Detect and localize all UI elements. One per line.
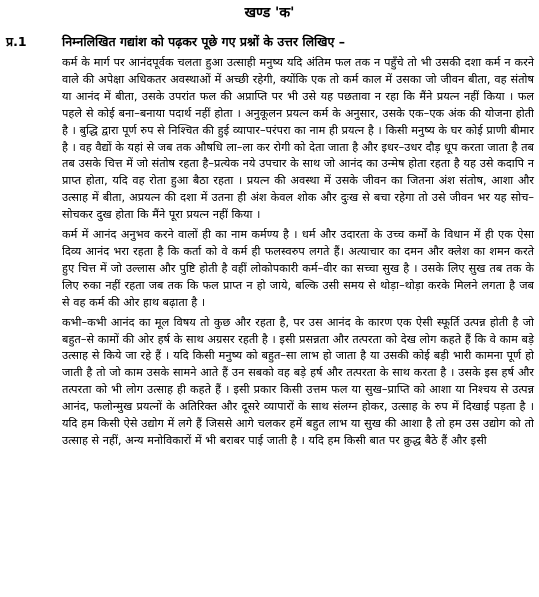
passage-paragraph-2: कर्म में आनंद अनुभव करने वालों ही का नाम कर्मण्य है । धर्म और उदारता के उच्च कर्मों के विधान में ही एक ऐसा दिव्य आनंद भरा रहता है कि कर्ता को वे कर्म ही फलस्वरुप लगते हैं। अत्याचार का दमन और क्लेश का शमन करते हुए चित्त में जो उल्लास और पुष्टि होती है वहीं लोकोपकारी कर्म–वीर का सच्चा सुख है । उसके लिए सुख तब तक के लिए रुका नहीं रहता जब तक कि फल प्राप्त न हो जाये, बल्कि उसी समय से थोड़ा–थोड़ा करके मिलने लगता है जब से वह कर्म की ओर हाथ बढ़ाता है । xyxy=(62,228,534,309)
passage-paragraph-3: कभी–कभी आनंद का मूल विषय तो कुछ और रहता है, पर उस आनंद के कारण एक ऐसी स्फूर्ति उत्पन्न होती है जो बहुत–से कामों की ओर हर्ष के साथ अग्रसर रहती है । इसी प्रसन्नता और तत्परता को देख लोग कहते हैं कि वे काम बड़े उत्साह से किये जा रहे हैं । यदि किसी मनुष्य को बहुत–सा लाभ हो जाता है या उसकी कोई बड़ी भारी कामना पूर्ण हो जाती है तो जो काम उसके सामने आते हैं उन सबको वह बड़े हर्ष और तत्परता के साथ करता है । उसके इस हर्ष और तत्परता को भी लोग उत्साह ही कहते हैं । इसी प्रकार किसी उत्तम फल या सुख–प्राप्ति को आशा या निश्चय से उत्पन्न आनंद, फलोन्मुख प्रयत्नों के अतिरिक्त और दूसरे व्यापारों के साथ संलग्न होकर, उत्साह के रुप में दिखाई पड़ता है । यदि हम किसी ऐसे उद्योग में लगे हैं जिससे आगे चलकर हमें बहुत लाभ या सुख की आशा है तो हम उस उद्योग को तो उत्साह से नहीं, अन्य मनोविकारों में भी बराबर पाई जाती है । यदि हम किसी बात पर क्रुद्ध बैठे हैं और इसी xyxy=(62,315,534,447)
question-instruction: निम्नलिखित गद्यांश को पढ़कर पूछे गए प्रश्नों के उत्तर लिखिए – xyxy=(62,34,346,49)
section-heading: खण्ड 'क' xyxy=(244,5,295,21)
question-number: प्र.1 xyxy=(6,34,27,49)
passage xyxy=(62,55,534,453)
passage-paragraph-1: कर्म के मार्ग पर आनंदपूर्वक चलता हुआ उत्साही मनुष्य यदि अंतिम फल तक न पहुँचे तो भी उसकी दशा कर्म न करने वाले की अपेक्षा अधिकतर अवस्थाओं में अच्छी रहेगी, क्योंकि एक तो कर्म काल में उसका जो जीवन बीता, वह संतोष या आनंद में बीता, उसके उपरांत फल की अप्राप्ति पर भी उसे यह पछतावा न रहा कि मैंने प्रयत्न नहीं किया । फल पहले से कोई बना–बनाया पदार्थ नहीं होता । अनुकूलन प्रयत्न कर्म के अनुसार, उसके एक–एक अंक की योजना होती है । बुद्धि द्वारा पूर्ण रुप से निश्चित की हुई व्यापार–परंपरा का नाम ही प्रयत्न है । किसी मनुष्य के घर कोई प्राणी बीमार है । वह वैद्यों के यहां से जब तक औषधि ला–ला कर रोगी को देता जाता है और इधर–उधर दौड़ धूप करता जाता है तब तब उसके चित्त में जो संतोष रहता है–प्रत्येक नये उपचार के साथ जो आनंद का उन्मेष होता रहता है यह उसे कदापि न प्राप्त होता, यदि वह रोता हुआ बैठा रहता । प्रयत्न की अवस्था में उसके जीवन का जितना अंश संतोष, आशा और उत्साह में बीता, अप्रयत्न की दशा में उतना ही अंश केवल शोक और दुःख से बचा रहेगा तो उसे जीवन भर यह सोच–सोचकर दुख होता कि मैंने पूरा प्रयत्न नहीं किया । xyxy=(62,56,534,222)
